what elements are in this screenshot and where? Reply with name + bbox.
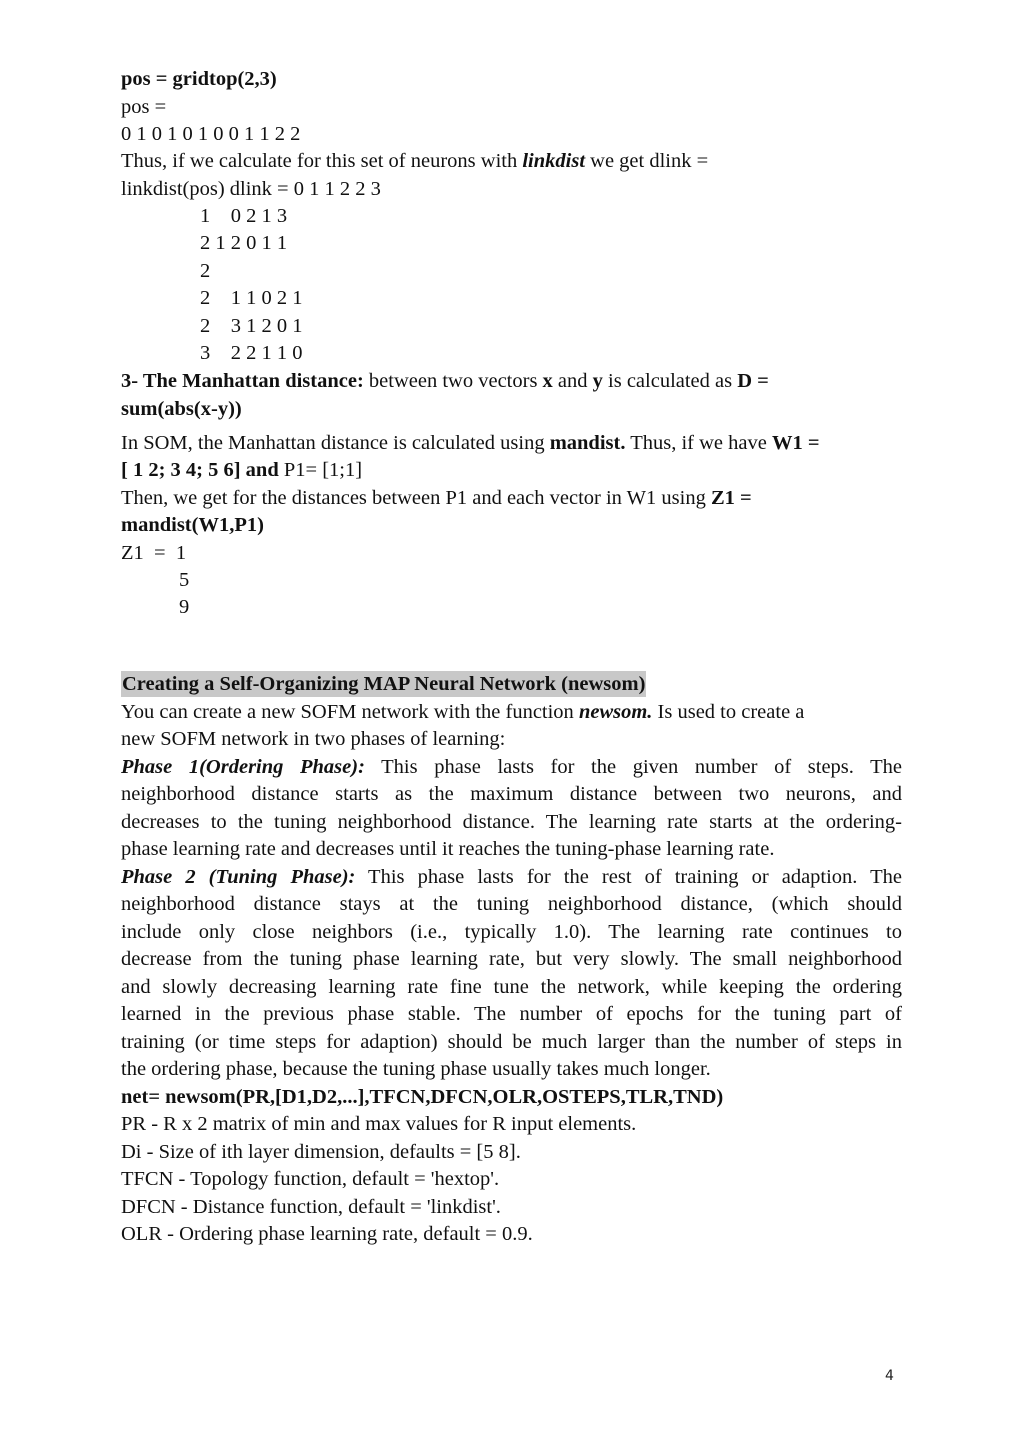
param-line: Di - Size of ith layer dimension, defaults = [5 8].	[121, 1141, 521, 1163]
linkdist-sentence: Thus, if we calculate for this set of neurons with linkdist we get dlink =	[121, 150, 709, 172]
z1-command: mandist(W1,P1)	[121, 514, 264, 536]
phase1-line: neighborhood distance starts as the maximum distance between two neurons, and	[121, 783, 902, 805]
phase1-line: decreases to the tuning neighborhood distance. The learning rate starts at the ordering-	[121, 811, 902, 833]
manhattan-formula: sum(abs(x-y))	[121, 398, 242, 420]
dlink-line: linkdist(pos) dlink = 0 1 1 2 2 3	[121, 178, 381, 200]
dlink-row: 2 1 1 0 2 1	[200, 287, 303, 309]
phase2-line: learned in the previous phase stable. The number of epochs for the tuning part of	[121, 1003, 902, 1025]
phase1-line: phase learning rate and decreases until it reaches the tuning-phase learning rate.	[121, 838, 775, 860]
phase2-line: include only close neighbors (i.e., typically 1.0). The learning rate continues to	[121, 921, 902, 943]
param-line: DFCN - Distance function, default = 'linkdist'.	[121, 1196, 501, 1218]
dlink-row: 1 0 2 1 3	[200, 205, 288, 227]
phase2-line: training (or time steps for adaption) should be much larger than the number of steps in	[121, 1031, 902, 1053]
phase2-line: the ordering phase, because the tuning phase usually takes much longer.	[121, 1058, 711, 1080]
phase1-line: Phase 1(Ordering Phase): This phase lasts for the given number of steps. The	[121, 756, 902, 778]
dlink-row: 3 2 2 1 1 0	[200, 342, 303, 364]
then-sentence: Then, we get for the distances between P1 and each vector in W1 using Z1 =	[121, 487, 752, 509]
manhattan-definition: 3- The Manhattan distance: between two vectors x and y is calculated as D =	[121, 370, 769, 392]
newsom-intro: You can create a new SOFM network with the function newsom. Is used to create a	[121, 701, 805, 723]
pos-result-label: pos =	[121, 96, 167, 118]
phase2-line: decrease from the tuning phase learning rate, but very slowly. The small neighborhood	[121, 948, 902, 970]
newsom-intro-line2: new SOFM network in two phases of learning:	[121, 728, 506, 750]
z1-row: 5	[179, 569, 190, 591]
phase2-line: and slowly decreasing learning rate fine tune the network, while keeping the ordering	[121, 976, 902, 998]
w1-definition: [ 1 2; 3 4; 5 6] and P1= [1;1]	[121, 459, 363, 481]
phase2-line: neighborhood distance stays at the tuning neighborhood distance, (which should	[121, 893, 902, 915]
param-line: OLR - Ordering phase learning rate, default = 0.9.	[121, 1223, 533, 1245]
param-line: PR - R x 2 matrix of min and max values for R input elements.	[121, 1113, 637, 1135]
newsom-syntax: net= newsom(PR,[D1,D2,...],TFCN,DFCN,OLR,OSTEPS,TLR,TND)	[121, 1086, 724, 1108]
mandist-sentence: In SOM, the Manhattan distance is calculated using mandist. Thus, if we have W1 =	[121, 432, 820, 454]
param-line: TFCN - Topology function, default = 'hextop'.	[121, 1168, 500, 1190]
z1-label: Z1 = 1	[121, 542, 187, 564]
dlink-row: 2	[200, 260, 211, 282]
dlink-row: 2 3 1 2 0 1	[200, 315, 303, 337]
z1-row: 9	[179, 596, 190, 618]
dlink-row: 2 1 2 0 1 1	[200, 232, 288, 254]
pos-values: 0 1 0 1 0 1 0 0 1 1 2 2	[121, 123, 301, 145]
page-number: 4	[885, 1368, 894, 1384]
pos-command: pos = gridtop(2,3)	[121, 68, 277, 90]
phase2-line: Phase 2 (Tuning Phase): This phase lasts for the rest of training or adaption. The	[121, 866, 903, 888]
section-heading: Creating a Self-Organizing MAP Neural Network (newsom)	[122, 673, 646, 695]
